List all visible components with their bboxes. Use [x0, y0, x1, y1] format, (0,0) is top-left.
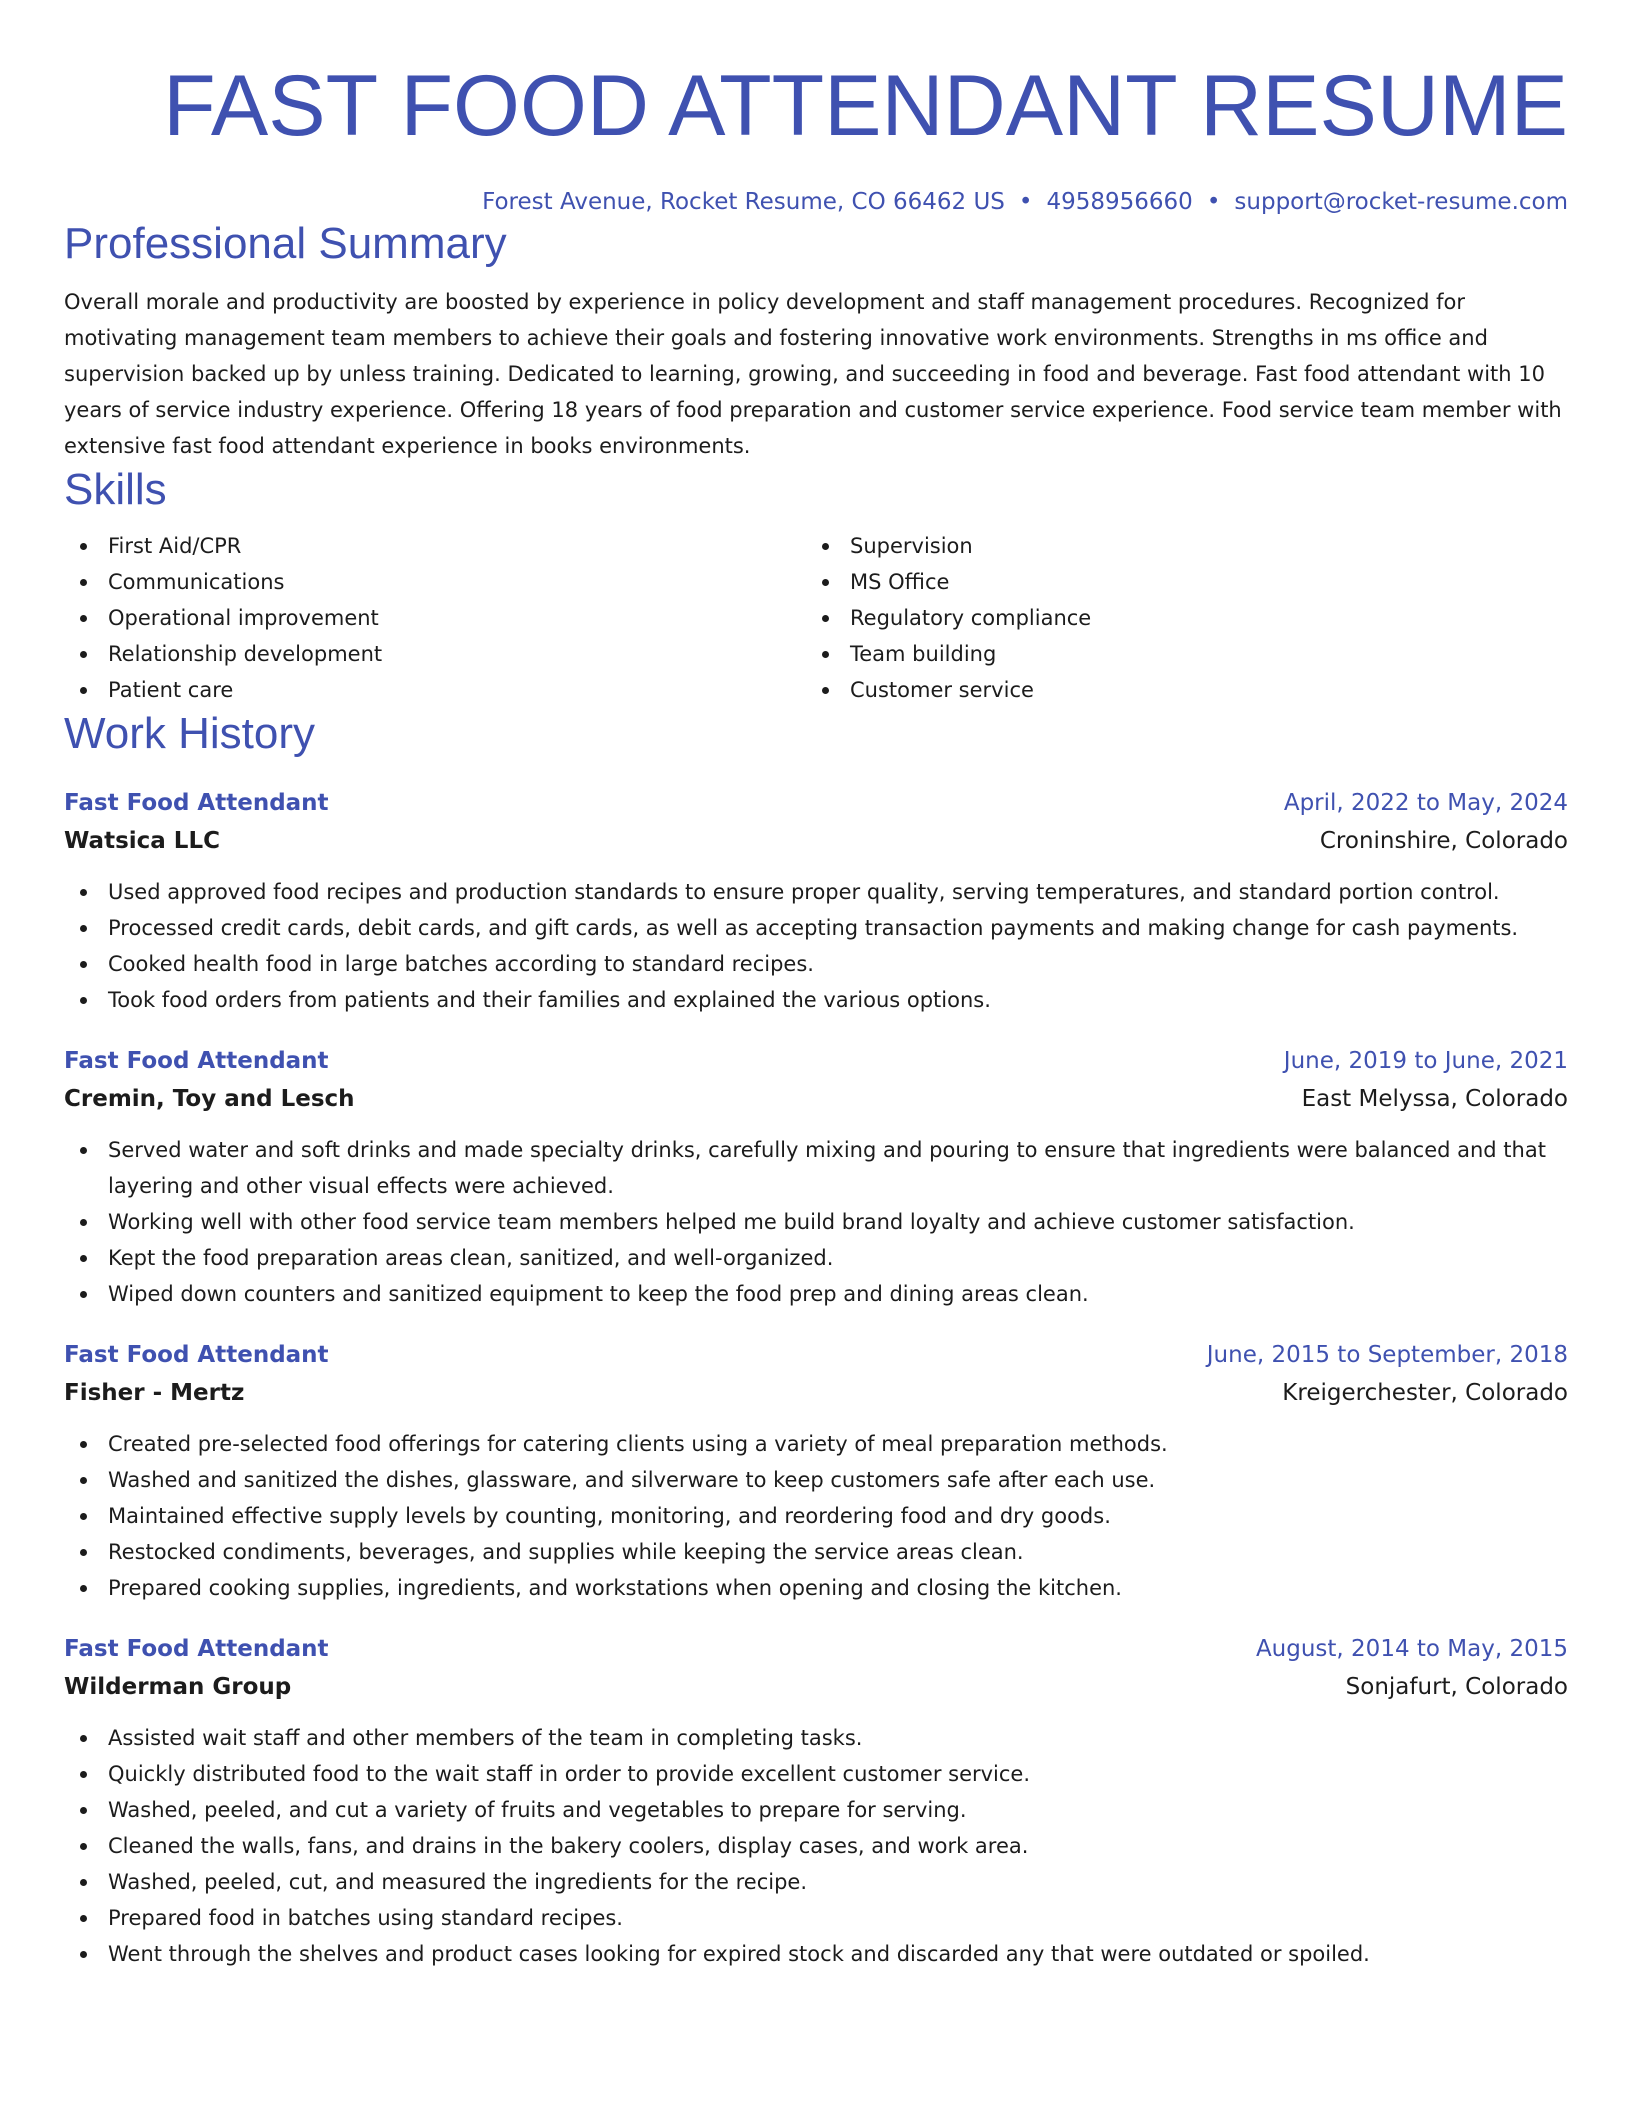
job-entry	[64, 1336, 1568, 1606]
skill-item: Regulatory compliance	[806, 600, 1548, 636]
skill-item: Operational improvement	[64, 600, 806, 636]
job-bullet: Assisted wait staff and other members of the team in completing tasks.	[64, 1720, 1568, 1756]
job-bullet: Washed, peeled, and cut a variety of fruits and vegetables to prepare for serving.	[64, 1792, 1568, 1828]
job-bullet: Quickly distributed food to the wait staff in order to provide excellent customer service.	[64, 1756, 1568, 1792]
job-bullet: Prepared food in batches using standard recipes.	[64, 1900, 1568, 1936]
contact-line	[64, 186, 1568, 218]
skill-item: Relationship development	[64, 636, 806, 672]
job-title: Fast Food Attendant	[64, 790, 329, 816]
skill-item: First Aid/CPR	[64, 528, 806, 564]
skills-heading: Skills	[64, 465, 167, 514]
job-dates: June, 2019 to June, 2021	[1283, 1048, 1568, 1074]
job-bullet: Kept the food preparation areas clean, sanitized, and well-organized.	[64, 1240, 1568, 1276]
work-history-heading: Work History	[64, 709, 315, 758]
job-bullet: Processed credit cards, debit cards, and gift cards, as well as accepting transaction payments and making change for cash payments.	[64, 910, 1568, 946]
job-location: Sonjafurt, Colorado	[1345, 1674, 1568, 1700]
job-bullet: Restocked condiments, beverages, and supplies while keeping the service areas clean.	[64, 1534, 1568, 1570]
job-bullet: Washed, peeled, cut, and measured the ingredients for the recipe.	[64, 1864, 1568, 1900]
job-title: Fast Food Attendant	[64, 1342, 329, 1368]
job-company: Watsica LLC	[64, 828, 220, 854]
skills-column-right	[806, 528, 1548, 708]
job-location: East Melyssa, Colorado	[1301, 1086, 1568, 1112]
job-bullet: Working well with other food service team members helped me build brand loyalty and achieve customer satisfaction.	[64, 1204, 1568, 1240]
job-dates: April, 2022 to May, 2024	[1283, 790, 1568, 816]
job-title: Fast Food Attendant	[64, 1048, 329, 1074]
job-bullet: Prepared cooking supplies, ingredients, and workstations when opening and closing the kitchen.	[64, 1570, 1568, 1606]
job-bullets	[64, 1132, 1568, 1312]
job-bullet: Wiped down counters and sanitized equipment to keep the food prep and dining areas clean.	[64, 1276, 1568, 1312]
job-entry	[64, 1042, 1568, 1312]
job-company: Wilderman Group	[64, 1674, 292, 1700]
job-dates: August, 2014 to May, 2015	[1255, 1636, 1568, 1662]
skill-item: MS Office	[806, 564, 1548, 600]
job-bullet: Maintained effective supply levels by counting, monitoring, and reordering food and dry goods.	[64, 1498, 1568, 1534]
job-bullets	[64, 874, 1568, 1018]
job-company: Fisher - Mertz	[64, 1380, 245, 1406]
job-bullet: Cleaned the walls, fans, and drains in the bakery coolers, display cases, and work area.	[64, 1828, 1568, 1864]
skill-item: Supervision	[806, 528, 1548, 564]
job-bullet: Took food orders from patients and their families and explained the various options.	[64, 982, 1568, 1018]
skills-column-left	[64, 528, 806, 708]
job-bullet: Washed and sanitized the dishes, glassware, and silverware to keep customers safe after each use.	[64, 1462, 1568, 1498]
job-company: Cremin, Toy and Lesch	[64, 1086, 355, 1112]
resume-title: FAST FOOD ATTENDANT RESUME	[163, 58, 1568, 154]
contact-phone: 4958956660	[1046, 189, 1193, 215]
summary-text: Overall morale and productivity are boosted by experience in policy development and staff management procedures. Recognized for motivating management team members to achieve their goals and fostering innovative work environments. Strengths in ms office and supervision backed up by unless training. Dedicated to learning, growing, and succeeding in food and beverage. Fast food attendant with 10 years of service industry experience. Offering 18 years of food preparation and customer service experience. Food service team member with extensive fast food attendant experience in books environments.	[64, 290, 1562, 458]
job-location: Kreigerchester, Colorado	[1282, 1380, 1568, 1406]
job-bullet: Served water and soft drinks and made specialty drinks, carefully mixing and pouring to ensure that ingredients were balanced and that layering and other visual effects were achieved.	[64, 1132, 1568, 1204]
contact-separator: •	[1018, 189, 1033, 215]
job-bullets	[64, 1720, 1568, 1972]
job-location: Croninshire, Colorado	[1319, 828, 1568, 854]
contact-email: support@rocket-resume.com	[1234, 189, 1568, 215]
job-title: Fast Food Attendant	[64, 1636, 329, 1662]
skill-item: Patient care	[64, 672, 806, 708]
skills-list	[64, 528, 1568, 708]
job-dates: June, 2015 to September, 2018	[1206, 1342, 1568, 1368]
skill-item: Customer service	[806, 672, 1548, 708]
job-bullet: Went through the shelves and product cases looking for expired stock and discarded any that were outdated or spoiled.	[64, 1936, 1568, 1972]
job-bullet: Created pre-selected food offerings for catering clients using a variety of meal preparation methods.	[64, 1426, 1568, 1462]
resume-page	[64, 0, 1568, 1972]
contact-address: Forest Avenue, Rocket Resume, CO 66462 US	[482, 189, 1005, 215]
job-bullet: Cooked health food in large batches according to standard recipes.	[64, 946, 1568, 982]
job-entry	[64, 1630, 1568, 1972]
job-entry	[64, 784, 1568, 1018]
job-bullets	[64, 1426, 1568, 1606]
skill-item: Communications	[64, 564, 806, 600]
summary-heading: Professional Summary	[64, 219, 507, 268]
job-bullet: Used approved food recipes and production standards to ensure proper quality, serving temperatures, and standard portion control.	[64, 874, 1568, 910]
skill-item: Team building	[806, 636, 1548, 672]
contact-separator: •	[1206, 189, 1221, 215]
